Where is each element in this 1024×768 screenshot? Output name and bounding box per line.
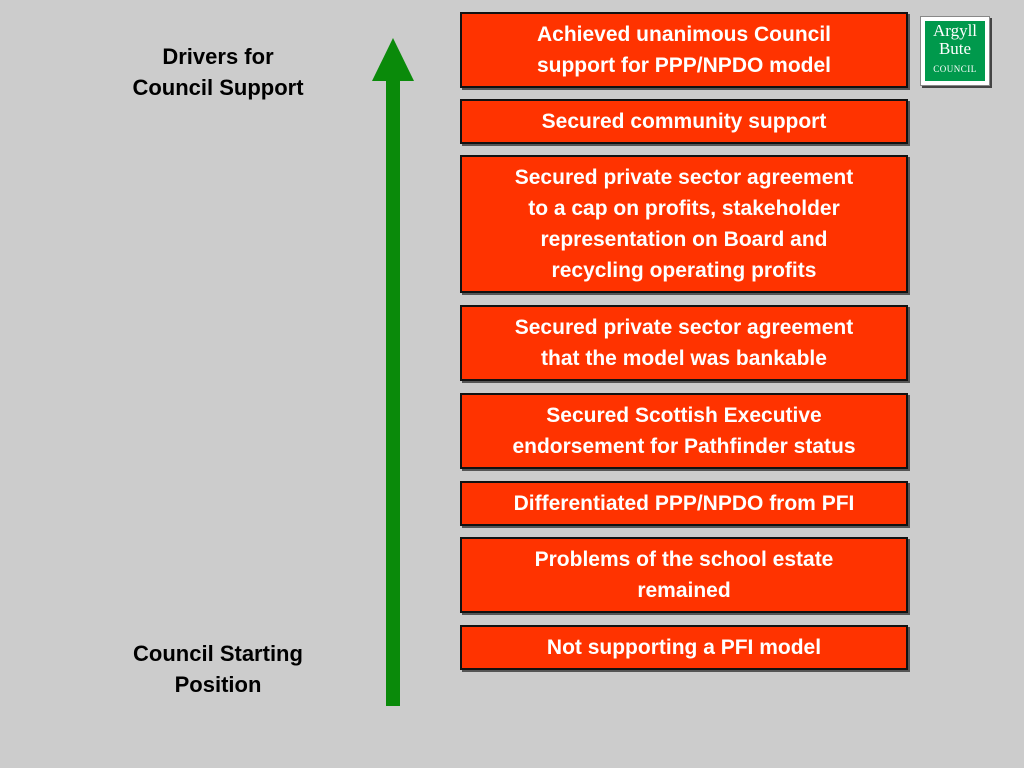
step-achieved-unanimous-council-support: Achieved unanimous Council support for PPP/NPDO model [460,12,908,88]
logo-line-council: COUNCIL [933,64,977,74]
step-school-estate-problems: Problems of the school estate remained [460,537,908,613]
step-not-supporting-pfi: Not supporting a PFI model [460,625,908,670]
step-scottish-executive-endorsement: Secured Scottish Executive endorsement for Pathfinder status [460,393,908,469]
argyll-bute-council-logo [920,16,990,86]
label-council-starting-position: Council Starting Position [133,641,303,697]
label-drivers-for-council-support: Drivers for Council Support [132,44,304,100]
logo-line-bute: Bute [938,39,972,58]
upward-arrow-icon [368,36,418,708]
step-cap-on-profits-agreement: Secured private sector agreement to a cap on profits, stakeholder representation on Board and recycling operating profits [460,155,908,293]
step-secured-community-support: Secured community support [460,99,908,144]
logo-line-argyll: Argyll [932,21,978,40]
step-model-bankable-agreement: Secured private sector agreement that the model was bankable [460,305,908,381]
step-differentiated-from-pfi: Differentiated PPP/NPDO from PFI [460,481,908,526]
